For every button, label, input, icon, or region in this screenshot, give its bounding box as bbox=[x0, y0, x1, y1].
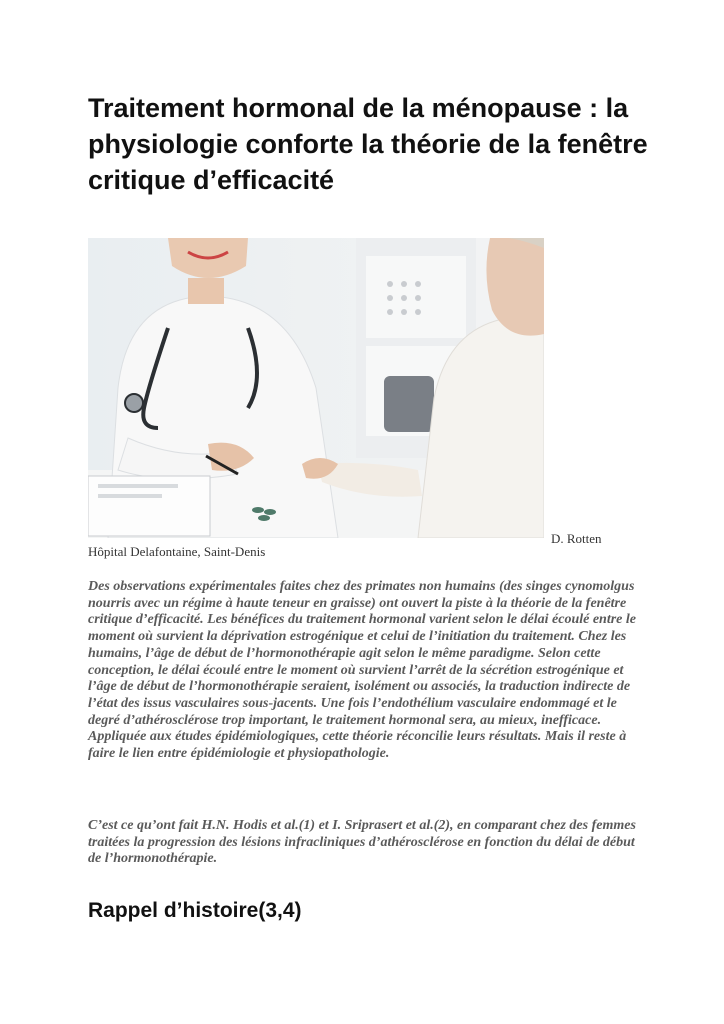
author-affiliation: Hôpital Delafontaine, Saint-Denis bbox=[88, 544, 266, 559]
doctor-consultation-photo bbox=[88, 238, 544, 538]
author-credit: D. Rotten bbox=[551, 531, 602, 546]
lead-paragraph-2: C’est ce qu’ont fait H.N. Hodis et al.(1) et I. Sriprasert et al.(2), en comparant chez des femmes traitées la progression des lésions infracliniques d’athérosclérose en fonction du délai de début de l’hormonothérapie. bbox=[88, 818, 636, 867]
lead-paragraph-1: Des observations expérimentales faites chez des primates non humains (des singes cynomolgus nourris avec un régime à haute teneur en graisse) ont ouvert la piste à la théorie de la fenêtre critique d’efficacité. Les bénéfices du traitement hormonal varient selon le délai écoulé entre le moment où survient la déprivation estrogénique et celui de l’initiation du traitement. Chez les humains, l’âge de début de l’hormonothérapie agit selon le même paradigme. Selon cette conception, le délai écoulé entre le moment où survient l’arrêt de la sécrétion estrogénique et l’âge de début de l’hormonothérapie seraient, isolément ou associés, la traduction indirecte de l’état des issus vasculaires sous-jacents. Une fois l’endothélium vasculaire endommagé et le degré d’athérosclérose trop important, le traitement hormonal sera, au mieux, inefficace. Appliquée aux études épidémiologiques, cette théorie réconcilie leurs résultats. Mais il reste à faire le lien entre épidémiologie et physiopathologie. bbox=[88, 579, 636, 762]
section-heading: Rappel d’histoire(3,4) bbox=[88, 899, 302, 922]
article-title: Traitement hormonal de la ménopause : la physiologie conforte la théorie de la fenêtre critique d’efficacité bbox=[88, 93, 648, 195]
